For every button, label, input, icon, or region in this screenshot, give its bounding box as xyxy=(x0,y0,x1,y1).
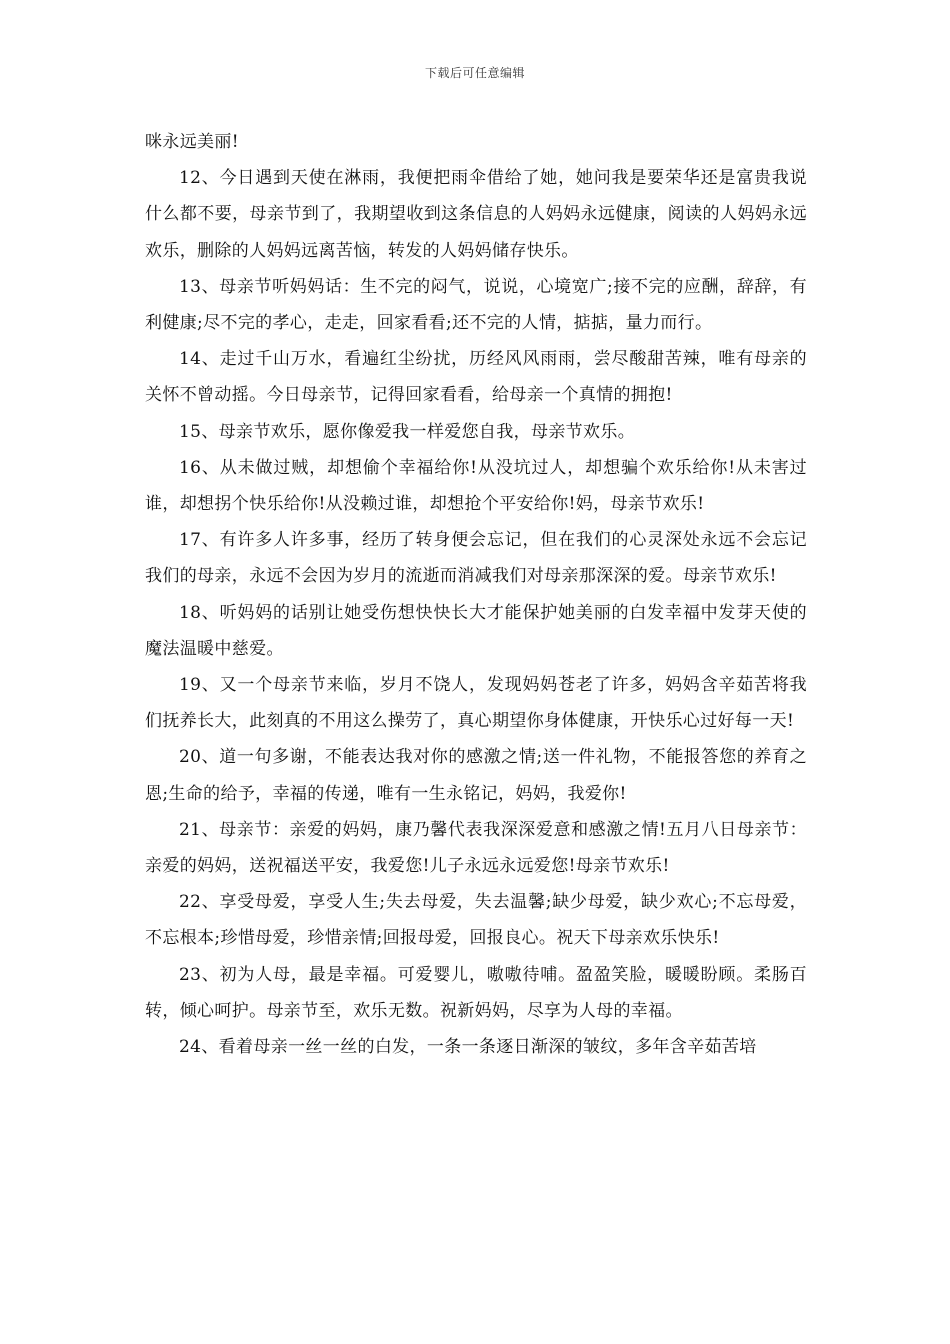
paragraph-16: 16、从未做过贼，却想偷个幸福给你!从没坑过人，却想骗个欢乐给你!从未害过谁，却想拐个快乐给你!从没赖过谁，却想抢个平安给你!妈，母亲节欢乐! xyxy=(145,457,807,515)
paragraph-18: 18、听妈妈的话别让她受伤想快快长大才能保护她美丽的白发幸福中发芽天使的魔法温暖中慈爱。 xyxy=(145,602,807,659)
paragraph-19: 19、又一个母亲节来临，岁月不饶人，发现妈妈苍老了许多，妈妈含辛茹苦将我们抚养长大，此刻真的不用这么操劳了，真心期望你身体健康，开快乐心过好每一天! xyxy=(145,675,807,732)
paragraph-21: 21、母亲节：亲爱的妈妈，康乃馨代表我深深爱意和感激之情!五月八日母亲节：亲爱的妈妈，送祝福送平安，我爱您!儿子永远永远爱您!母亲节欢乐! xyxy=(145,819,807,877)
paragraph-22: 22、享受母爱，享受人生;失去母爱，失去温馨;缺少母爱，缺少欢心;不忘母爱，不忘根本;珍惜母爱，珍惜亲情;回报母爱，回报良心。祝天下母亲欢乐快乐! xyxy=(145,892,807,949)
page-header: 下载后可任意编辑 xyxy=(424,66,525,80)
paragraph-14: 14、走过千山万水，看遍红尘纷扰，历经风风雨雨，尝尽酸甜苦辣，唯有母亲的关怀不曾动摇。今日母亲节，记得回家看看，给母亲一个真情的拥抱! xyxy=(145,349,807,406)
paragraph-13: 13、母亲节听妈妈话：生不完的闷气，说说，心境宽广;接不完的应酬，辞辞，有利健康;尽不完的孝心，走走，回家看看;还不完的人情，掂掂，量力而行。 xyxy=(145,276,807,334)
paragraph-15: 15、母亲节欢乐，愿你像爱我一样爱您自我，母亲节欢乐。 xyxy=(179,421,636,442)
paragraph-12: 12、今日遇到天使在淋雨，我便把雨伞借给了她，她问我是要荣华还是富贵我说什么都不要，母亲节到了，我期望收到这条信息的人妈妈永远健康，阅读的人妈妈永远欢乐，删除的人妈妈远离苦恼，转发的人妈妈储存快乐。 xyxy=(145,168,807,261)
paragraph-24: 24、看着母亲一丝一丝的白发，一条一条逐日渐深的皱纹，多年含辛茹苦培 xyxy=(179,1037,757,1058)
paragraph-continuation: 咪永远美丽! xyxy=(145,132,239,152)
document-body xyxy=(145,124,807,1065)
paragraph-23: 23、初为人母，最是幸福。可爱婴儿，嗷嗷待哺。盈盈笑脸，暖暖盼顾。柔肠百转，倾心呵护。母亲节至，欢乐无数。祝新妈妈，尽享为人母的幸福。 xyxy=(145,964,807,1021)
paragraph-20: 20、道一句多谢，不能表达我对你的感激之情;送一件礼物，不能报答您的养育之恩;生命的给予，幸福的传递，唯有一生永铭记，妈妈，我爱你! xyxy=(145,747,807,804)
paragraph-17: 17、有许多人许多事，经历了转身便会忘记，但在我们的心灵深处永远不会忘记我们的母亲，永远不会因为岁月的流逝而消减我们对母亲那深深的爱。母亲节欢乐! xyxy=(145,530,807,587)
